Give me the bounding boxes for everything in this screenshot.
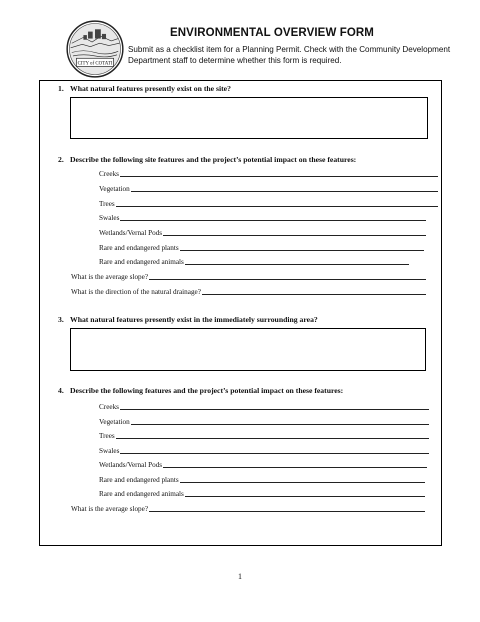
- q2-field-swales[interactable]: [99, 212, 426, 222]
- subtitle-line: Submit as a checklist item for a Planning Permit. Check with the Community Development: [128, 45, 451, 54]
- question-number: 1.: [58, 84, 64, 93]
- q2-field-creeks[interactable]: [99, 168, 438, 178]
- fill-line[interactable]: [185, 496, 425, 497]
- field-label: Wetlands/Vernal Pods: [99, 461, 163, 469]
- q1-answer-box[interactable]: [70, 97, 428, 139]
- q2-field-wetlands[interactable]: [99, 227, 426, 237]
- q4-field-trees[interactable]: [99, 430, 429, 440]
- fill-line[interactable]: [120, 409, 429, 410]
- fill-line[interactable]: [149, 511, 425, 512]
- q4-field-creeks[interactable]: [99, 401, 429, 411]
- subtitle-line: Department staff to determine whether this form is required.: [128, 56, 342, 65]
- fill-line[interactable]: [120, 453, 429, 454]
- field-label: Creeks: [99, 170, 119, 178]
- q4-field-swales[interactable]: [99, 445, 429, 455]
- page-number: 1: [238, 572, 242, 581]
- question-number: 3.: [58, 315, 64, 324]
- q4-field-wetlands[interactable]: [99, 459, 427, 469]
- seal-text: CITY of COTATI: [77, 61, 113, 67]
- question-text: Describe the following site features and the project’s potential impact on these features:: [70, 155, 357, 164]
- fill-line[interactable]: [131, 191, 438, 192]
- field-label: What is the direction of the natural drainage?: [71, 288, 201, 296]
- form-title: ENVIRONMENTAL OVERVIEW FORM: [170, 27, 374, 39]
- field-label: Rare and endangered animals: [99, 490, 184, 498]
- q4-field-rare-animals[interactable]: [99, 488, 425, 498]
- field-label: Trees: [99, 200, 115, 208]
- question-number: 2.: [58, 155, 64, 164]
- q2-field-slope[interactable]: [71, 271, 426, 281]
- field-label: Vegetation: [99, 185, 130, 193]
- fill-line[interactable]: [163, 235, 426, 236]
- q4-field-vegetation[interactable]: [99, 416, 429, 426]
- fill-line[interactable]: [185, 264, 409, 265]
- field-label: Swales: [99, 214, 120, 222]
- fill-line[interactable]: [131, 424, 429, 425]
- fill-line[interactable]: [202, 294, 426, 295]
- q3-answer-box[interactable]: [70, 328, 426, 371]
- form-subtitle: [128, 44, 458, 66]
- fill-line[interactable]: [180, 250, 424, 251]
- q2-field-drainage[interactable]: [71, 286, 426, 296]
- q4-field-slope[interactable]: [71, 503, 425, 513]
- fill-line[interactable]: [116, 206, 438, 207]
- fill-line[interactable]: [149, 279, 426, 280]
- q2-field-trees[interactable]: [99, 198, 438, 208]
- field-label: Wetlands/Vernal Pods: [99, 229, 163, 237]
- question-2: [58, 155, 356, 164]
- field-label: What is the average slope?: [71, 273, 149, 281]
- question-3: [58, 315, 318, 324]
- fill-line[interactable]: [120, 176, 438, 177]
- field-label: Rare and endangered plants: [99, 476, 179, 484]
- fill-line[interactable]: [180, 482, 425, 483]
- field-label: Vegetation: [99, 418, 130, 426]
- field-label: Creeks: [99, 403, 119, 411]
- field-label: Rare and endangered animals: [99, 258, 184, 266]
- question-4: [58, 386, 343, 395]
- fill-line[interactable]: [120, 220, 426, 221]
- field-label: Rare and endangered plants: [99, 244, 179, 252]
- question-1: [58, 84, 231, 93]
- city-seal-logo: [66, 20, 124, 78]
- q2-field-rare-animals[interactable]: [99, 256, 409, 266]
- question-number: 4.: [58, 386, 64, 395]
- fill-line[interactable]: [163, 467, 427, 468]
- q4-field-rare-plants[interactable]: [99, 474, 425, 484]
- field-label: Trees: [99, 432, 115, 440]
- field-label: What is the average slope?: [71, 505, 149, 513]
- field-label: Swales: [99, 447, 120, 455]
- fill-line[interactable]: [116, 438, 429, 439]
- q2-field-vegetation[interactable]: [99, 183, 438, 193]
- question-text: Describe the following features and the project’s potential impact on these features:: [70, 386, 344, 395]
- question-text: What natural features presently exist in the immediately surrounding area?: [70, 315, 318, 324]
- question-text: What natural features presently exist on the site?: [70, 84, 231, 93]
- q2-field-rare-plants[interactable]: [99, 242, 424, 252]
